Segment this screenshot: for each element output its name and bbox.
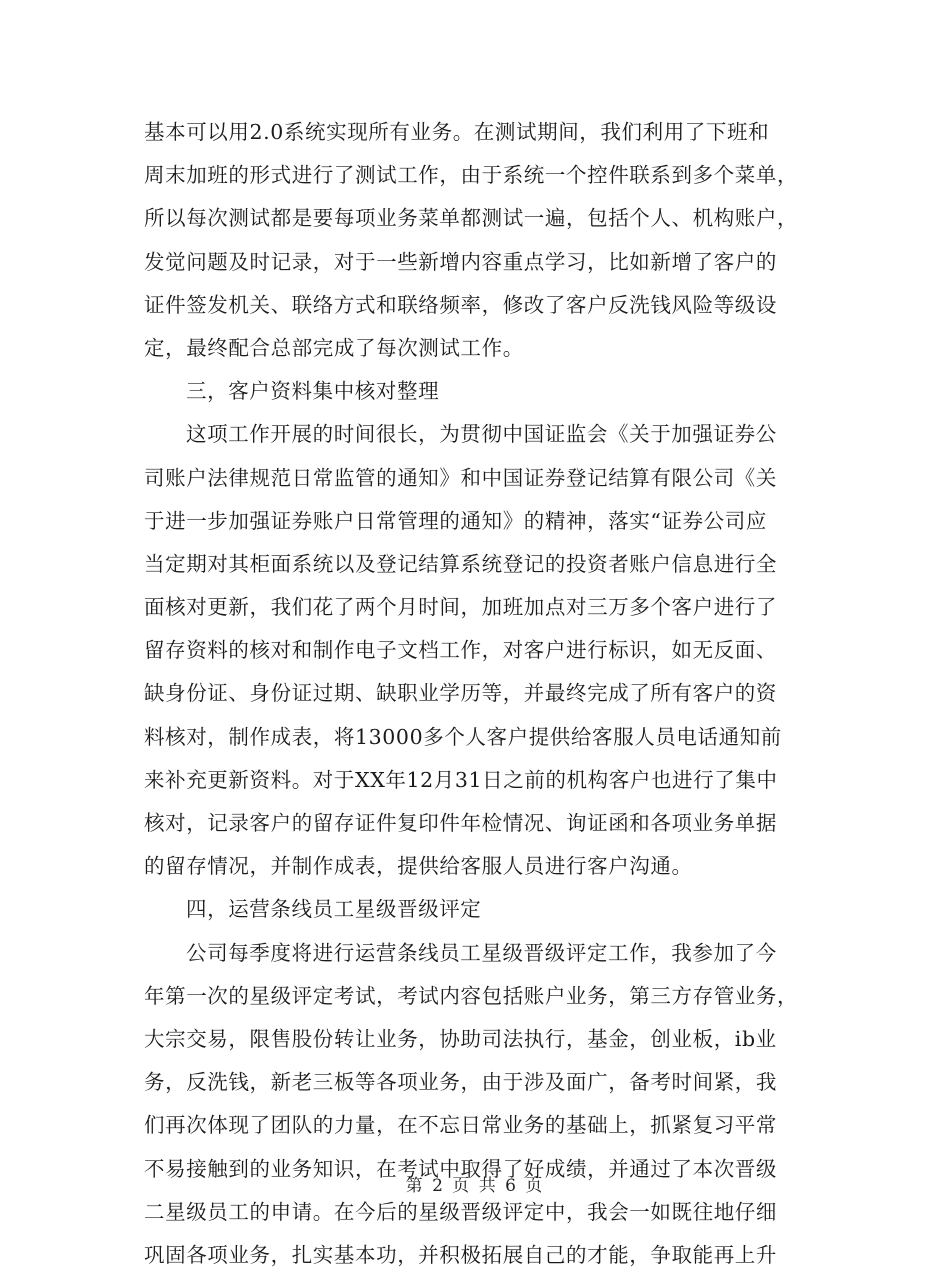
text-line: 核对，记录客户的留存证件复印件年检情况、询证函和各项业务单据 [144,811,777,835]
text-line: 基本可以用2.0系统实现所有业务。在测试期间，我们利用了下班和 [144,120,770,144]
text-line: 司账户法律规范日常监管的通知》和中国证券登记结算有限公司《关 [144,465,777,490]
page-footer: 第 2 页 共 6 页 [405,1176,545,1196]
text-line: 务，反洗钱，新老三板等各项业务，由于涉及面广，备考时间紧，我 [144,1070,777,1095]
text-line: 定，最终配合总部完成了每次测试工作。 [144,335,524,360]
text-line: 所以每次测试都是要每项业务菜单都测试一遍，包括个人、机构账户， [144,206,799,231]
text-line: 们再次体现了团队的力量，在不忘日常业务的基础上，抓紧复习平常 [144,1113,777,1138]
text-line: 公司每季度将进行运营条线员工星级晋级评定工作，我参加了今 [186,940,777,965]
text-line: 来补充更新资料。对于XX年12月31日之前的机构客户也进行了集中 [144,767,778,792]
text-line: 四，运营条线员工星级晋级评定 [186,897,482,922]
text-line: 三，客户资料集中核对整理 [186,379,440,404]
text-line: 不易接触到的业务知识，在考试中取得了好成绩，并通过了本次晋级 [144,1156,777,1181]
text-line: 发觉问题及时记录，对于一些新增内容重点学习，比如新增了客户的 [144,249,777,274]
text-line: 二星级员工的申请。在今后的星级晋级评定中，我会一如既往地仔细 [144,1199,777,1224]
text-line: 面核对更新，我们花了两个月时间，加班加点对三万多个客户进行了 [144,595,777,620]
text-line: 巩固各项业务，扎实基本功，并积极拓展自己的才能，争取能再上升 [144,1242,777,1267]
text-line: 缺身份证、身份证过期、缺职业学历等，并最终完成了所有客户的资 [144,681,777,706]
text-line: 这项工作开展的时间很长，为贯彻中国证监会《关于加强证券公 [186,422,777,447]
text-line: 的留存情况，并制作成表，提供给客服人员进行客户沟通。 [144,854,693,879]
text-line: 大宗交易，限售股份转让业务，协助司法执行，基金，创业板，ib业 [144,1026,777,1051]
text-line: 留存资料的核对和制作电子文档工作，对客户进行标识，如无反面、 [144,638,777,663]
text-line: 年第一次的星级评定考试，考试内容包括账户业务，第三方存管业务， [144,983,799,1008]
text-line: 证件签发机关、联络方式和联络频率，修改了客户反洗钱风险等级设 [144,292,777,317]
text-line: 当定期对其柜面系统以及登记结算系统登记的投资者账户信息进行全 [144,551,777,576]
document-body [144,111,809,1277]
text-line: 周末加班的形式进行了测试工作，由于系统一个控件联系到多个菜单， [144,163,799,188]
text-line: 于进一步加强证券账户日常管理的通知》的精神，落实“证券公司应 [144,508,767,533]
text-line: 料核对，制作成表，将13000多个人客户提供给客服人员电话通知前 [144,724,782,749]
